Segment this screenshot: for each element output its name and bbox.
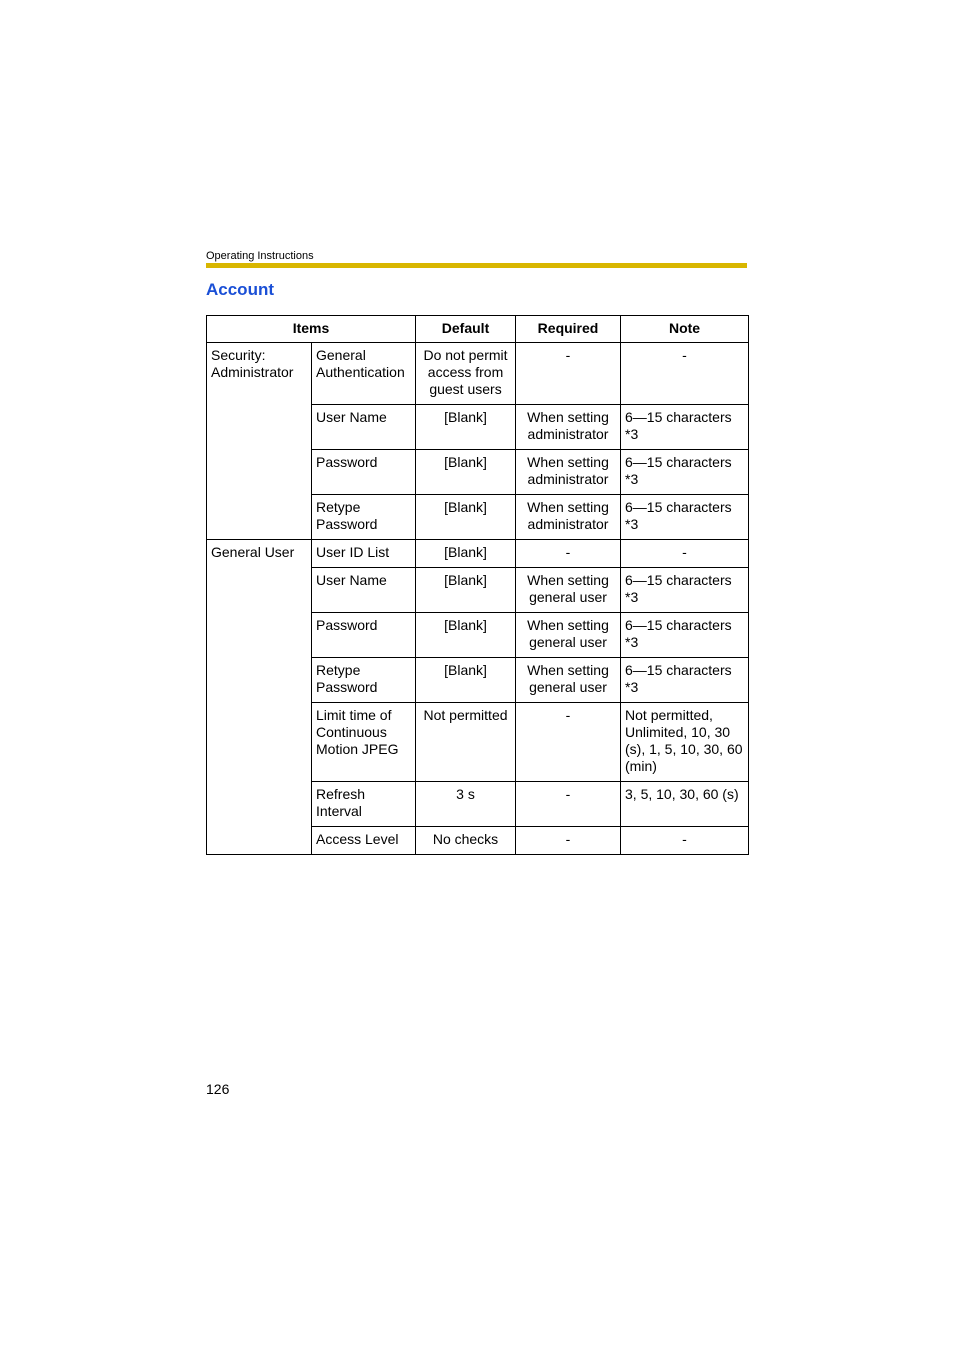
item-cell-line: Retype — [316, 499, 361, 515]
item-cell — [312, 703, 416, 782]
note-cell-line: *3 — [625, 471, 639, 487]
section-title: Account — [206, 280, 274, 299]
group-label-cell-line: Administrator — [211, 364, 294, 380]
required-cell-line: When setting — [527, 572, 609, 588]
note-cell-line: (s), 1, 5, 10, 30, 60 — [625, 741, 743, 757]
note-cell — [621, 405, 749, 450]
note-cell-line: *3 — [625, 516, 639, 532]
item-cell-line: General — [316, 347, 366, 363]
item-cell — [312, 658, 416, 703]
group-label-cell-line: General User — [211, 544, 295, 560]
required-cell — [516, 782, 621, 827]
column-header-default: Default — [416, 316, 516, 343]
required-cell — [516, 613, 621, 658]
item-cell — [312, 405, 416, 450]
required-cell — [516, 658, 621, 703]
required-cell — [516, 703, 621, 782]
note-cell — [621, 658, 749, 703]
default-cell-line: [Blank] — [444, 499, 487, 515]
note-cell-line: *3 — [625, 589, 639, 605]
item-cell-line: Access Level — [316, 831, 399, 847]
required-cell — [516, 495, 621, 540]
item-cell-line: Retype — [316, 662, 361, 678]
group-label-cell — [207, 540, 312, 855]
item-cell-line: User Name — [316, 572, 387, 588]
required-cell-line: - — [565, 831, 571, 847]
column-header-note: Note — [621, 316, 749, 343]
required-cell-line: general user — [529, 634, 607, 650]
page-number: 126 — [206, 1081, 230, 1097]
item-cell-line: Password — [316, 454, 378, 470]
item-cell-line: User ID List — [316, 544, 390, 560]
note-cell-line: Not permitted, — [625, 707, 713, 723]
item-cell-line: Password — [316, 516, 378, 532]
required-cell-line: administrator — [527, 516, 609, 532]
required-cell-line: - — [565, 786, 571, 802]
required-cell-line: When setting — [527, 454, 609, 470]
default-cell — [416, 703, 516, 782]
default-cell-line: Not permitted — [423, 707, 508, 723]
default-cell — [416, 658, 516, 703]
item-cell-line: User Name — [316, 409, 387, 425]
running-header: Operating Instructions — [206, 250, 314, 262]
default-cell-line: [Blank] — [444, 454, 487, 470]
default-cell — [416, 450, 516, 495]
group-label-cell-line: Security: — [211, 347, 266, 363]
required-cell — [516, 827, 621, 855]
note-cell — [621, 450, 749, 495]
note-cell-line: 6—15 characters — [625, 572, 732, 588]
default-cell-line: No checks — [432, 831, 499, 847]
account-settings-table — [206, 315, 749, 855]
default-cell-line: access from — [427, 364, 504, 380]
default-cell-line: [Blank] — [444, 662, 487, 678]
note-cell-line: *3 — [625, 426, 639, 442]
column-header-required: Required — [516, 316, 621, 343]
note-cell-line: *3 — [625, 634, 639, 650]
default-cell-line: guest users — [429, 381, 502, 397]
required-cell — [516, 568, 621, 613]
note-cell — [621, 827, 749, 855]
default-cell — [416, 613, 516, 658]
item-cell-line: Authentication — [316, 364, 405, 380]
item-cell — [312, 827, 416, 855]
required-cell-line: administrator — [527, 471, 609, 487]
required-cell-line: - — [565, 544, 571, 560]
default-cell — [416, 782, 516, 827]
default-cell-line: Do not permit — [423, 347, 508, 363]
default-cell-line: 3 s — [456, 786, 475, 802]
item-cell-line: Limit time of — [316, 707, 392, 723]
default-cell-line: [Blank] — [444, 544, 487, 560]
note-cell-line: 6—15 characters — [625, 499, 732, 515]
note-cell-line: *3 — [625, 679, 639, 695]
table-row — [207, 343, 749, 405]
item-cell-line: Password — [316, 617, 378, 633]
column-header-items: Items — [207, 316, 416, 343]
required-cell-line: administrator — [527, 426, 609, 442]
note-cell — [621, 343, 749, 405]
header-rule — [206, 263, 747, 268]
note-cell — [621, 613, 749, 658]
required-cell-line: - — [565, 707, 571, 723]
default-cell — [416, 827, 516, 855]
note-cell-line: 3, 5, 10, 30, 60 (s) — [625, 786, 739, 802]
default-cell-line: [Blank] — [444, 617, 487, 633]
default-cell-line: [Blank] — [444, 572, 487, 588]
default-cell-line: [Blank] — [444, 409, 487, 425]
note-cell-line: (min) — [625, 758, 657, 774]
note-cell — [621, 568, 749, 613]
item-cell — [312, 450, 416, 495]
default-cell — [416, 495, 516, 540]
default-cell — [416, 540, 516, 568]
table-body — [207, 343, 749, 855]
item-cell — [312, 495, 416, 540]
item-cell-line: Motion JPEG — [316, 741, 399, 757]
note-cell — [621, 703, 749, 782]
item-cell — [312, 343, 416, 405]
default-cell — [416, 405, 516, 450]
item-cell-line: Password — [316, 679, 378, 695]
item-cell — [312, 540, 416, 568]
table-header-row — [207, 316, 749, 343]
default-cell — [416, 343, 516, 405]
required-cell — [516, 540, 621, 568]
note-cell — [621, 782, 749, 827]
note-cell — [621, 540, 749, 568]
required-cell-line: When setting — [527, 617, 609, 633]
item-cell-line: Refresh — [316, 786, 366, 802]
item-cell-line: Interval — [316, 803, 362, 819]
note-cell-line: Unlimited, 10, 30 — [625, 724, 731, 740]
note-cell-line: 6—15 characters — [625, 662, 732, 678]
note-cell-line: 6—15 characters — [625, 409, 732, 425]
required-cell-line: When setting — [527, 409, 609, 425]
note-cell-line: - — [682, 544, 687, 560]
note-cell — [621, 495, 749, 540]
note-cell-line: 6—15 characters — [625, 617, 732, 633]
required-cell — [516, 343, 621, 405]
required-cell-line: When setting — [527, 662, 609, 678]
required-cell-line: - — [565, 347, 571, 363]
table-row — [207, 540, 749, 568]
required-cell-line: When setting — [527, 499, 609, 515]
required-cell — [516, 450, 621, 495]
item-cell-line: Continuous — [316, 724, 387, 740]
required-cell — [516, 405, 621, 450]
item-cell — [312, 782, 416, 827]
note-cell-line: - — [682, 831, 687, 847]
required-cell-line: general user — [529, 679, 607, 695]
note-cell-line: 6—15 characters — [625, 454, 732, 470]
item-cell — [312, 568, 416, 613]
item-cell — [312, 613, 416, 658]
required-cell-line: general user — [529, 589, 607, 605]
note-cell-line: - — [682, 347, 687, 363]
group-label-cell — [207, 343, 312, 540]
default-cell — [416, 568, 516, 613]
